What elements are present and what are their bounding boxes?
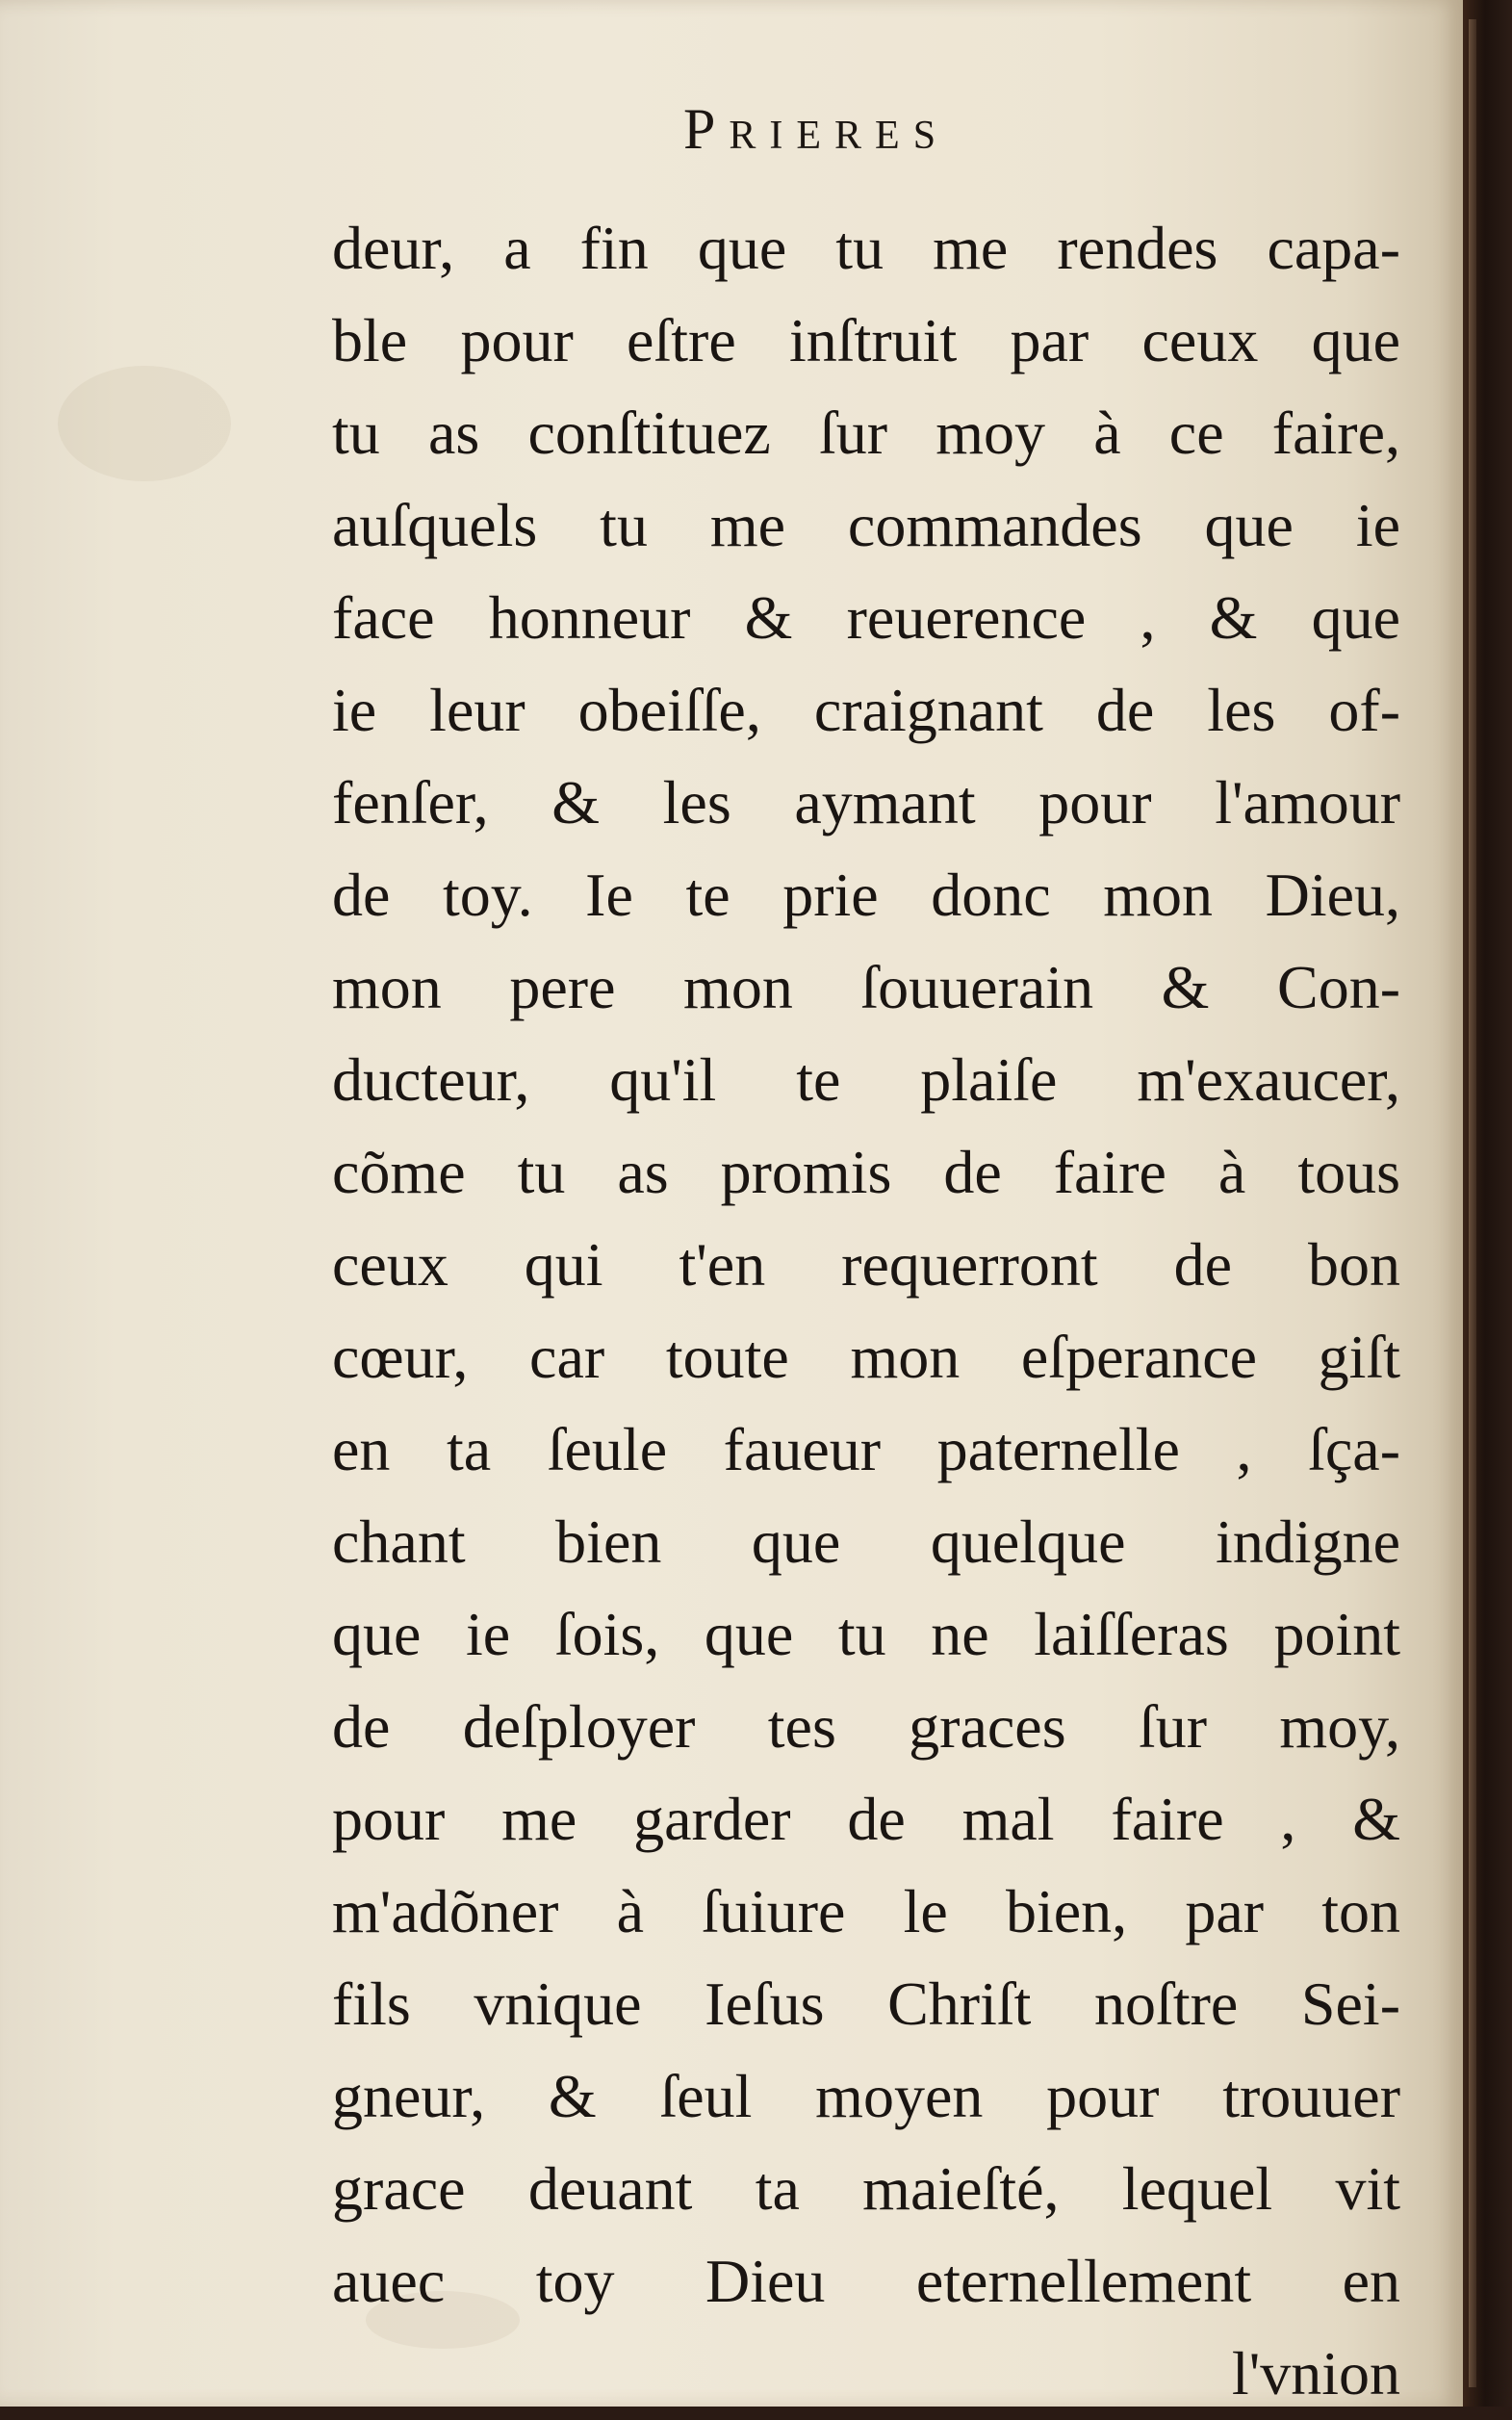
text-line: ble pour eſtre inſtruit par ceux que	[332, 306, 1400, 374]
text-line: de deſployer tes graces ſur moy,	[332, 1692, 1400, 1761]
text-line: gneur, & ſeul moyen pour trouuer	[332, 2062, 1400, 2130]
text-line: cõme tu as promis de faire à tous	[332, 1138, 1400, 1206]
paper-stain	[58, 366, 231, 481]
text-line: fenſer, & les aymant pour l'amour	[332, 768, 1400, 837]
text-line: fils vnique Ieſus Chriſt noſtre Sei-	[332, 1969, 1400, 2038]
body-text	[332, 202, 1400, 2407]
text-line: en ta ſeule faueur paternelle , ſça-	[332, 1415, 1400, 1483]
text-line: auec toy Dieu eternellement en	[332, 2247, 1400, 2315]
text-line: m'adõner à ſuiure le bien, par ton	[332, 1877, 1400, 1945]
text-line: deur, a fin que tu me rendes capa-	[332, 214, 1400, 282]
text-line: ducteur, qu'il te plaiſe m'exaucer,	[332, 1045, 1400, 1114]
text-line: ie leur obeiſſe, craignant de les of-	[332, 676, 1400, 744]
text-line: que ie ſois, que tu ne laiſſeras point	[332, 1600, 1400, 1668]
text-line: ceux qui t'en requerront de bon	[332, 1230, 1400, 1299]
text-line: chant bien que quelque indigne	[332, 1507, 1400, 1576]
text-line: pour me garder de mal faire , &	[332, 1785, 1400, 1853]
text-line: mon pere mon ſouuerain & Con-	[332, 953, 1400, 1021]
text-line: cœur, car toute mon eſperance giſt	[332, 1323, 1400, 1391]
text-line: tu as conſtituez ſur moy à ce faire,	[332, 399, 1400, 467]
text-line: face honneur & reuerence , & que	[332, 583, 1400, 652]
text-line: auſquels tu me commandes que ie	[332, 491, 1400, 559]
catchword: l'vnion	[1231, 2339, 1400, 2407]
text-line: grace deuant ta maieſté, lequel vit	[332, 2154, 1400, 2223]
running-head: Prieres	[683, 97, 950, 161]
book-binding-edge	[1463, 0, 1512, 2407]
text-line: de toy. Ie te prie donc mon Dieu,	[332, 861, 1400, 929]
